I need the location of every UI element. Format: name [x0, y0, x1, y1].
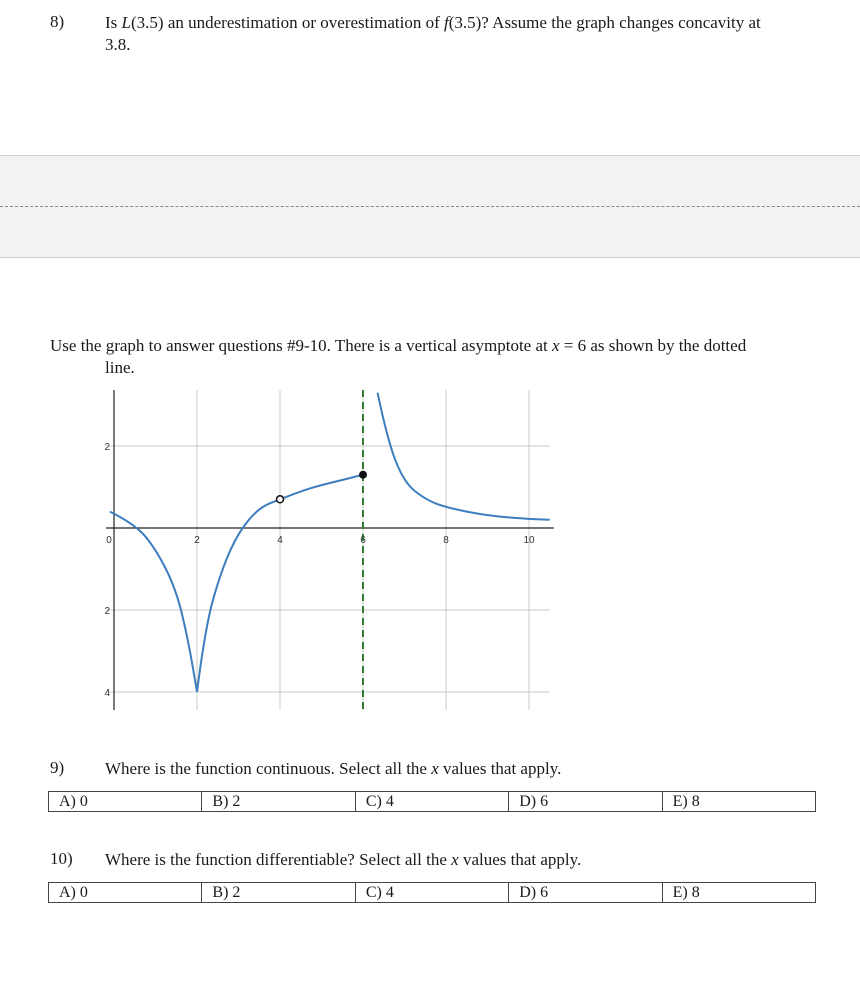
x-tick-label: 10 [523, 535, 535, 546]
q9-choice-d[interactable]: D) 6 [509, 792, 662, 811]
answer-divider [0, 206, 860, 207]
q9-choice-e[interactable]: E) 8 [672, 793, 700, 810]
graph-points [277, 471, 367, 503]
question-9-choices [48, 791, 816, 812]
question-8-text: Is L(3.5) an underestimation or overestimation of f(3.5)? Assume the graph changes concavity at 3.8. [105, 13, 761, 54]
graph-instructions: Use the graph to answer questions #9-10. There is a vertical asymptote at x = 6 as shown by the dotted line. [50, 336, 747, 377]
x-tick-label: 6 [360, 535, 366, 546]
closed-point [360, 471, 367, 478]
y-tick-label: 4 [104, 688, 110, 699]
question-8-number: 8) [50, 12, 65, 31]
q10-choice-d[interactable]: D) 6 [509, 883, 662, 902]
tick-labels [104, 442, 535, 699]
y-tick-label: 2 [104, 606, 110, 617]
q10-choice-e[interactable]: E) 8 [672, 884, 700, 901]
q10-choice-b[interactable]: B) 2 [202, 883, 355, 902]
y-tick-label: 2 [104, 442, 110, 453]
curve-segment-4 [378, 393, 550, 520]
function-graph [0, 380, 860, 720]
q9-choice-c[interactable]: C) 4 [356, 792, 509, 811]
x-tick-label: 2 [194, 535, 200, 546]
q10-choice-a[interactable]: A) 0 [49, 883, 202, 902]
question-10-text: Where is the function differentiable? Select all the x values that apply. [105, 850, 582, 869]
q9-choice-b[interactable]: B) 2 [202, 792, 355, 811]
graph-axes [106, 390, 554, 710]
function-curve [110, 393, 550, 692]
curve-segment-3 [280, 475, 363, 500]
x-tick-label: 0 [106, 535, 112, 546]
q9-choice-a[interactable]: A) 0 [49, 792, 202, 811]
curve-segment-1 [110, 512, 197, 692]
question-9-number: 9) [50, 758, 65, 777]
question-10-number: 10) [50, 849, 73, 868]
x-tick-label: 4 [277, 535, 283, 546]
x-tick-label: 8 [443, 535, 449, 546]
q10-choice-c[interactable]: C) 4 [356, 883, 509, 902]
question-9-text: Where is the function continuous. Select all the x values that apply. [105, 759, 562, 778]
graph-grid [106, 390, 550, 710]
question-10-choices [48, 882, 816, 903]
open-point [277, 496, 284, 503]
